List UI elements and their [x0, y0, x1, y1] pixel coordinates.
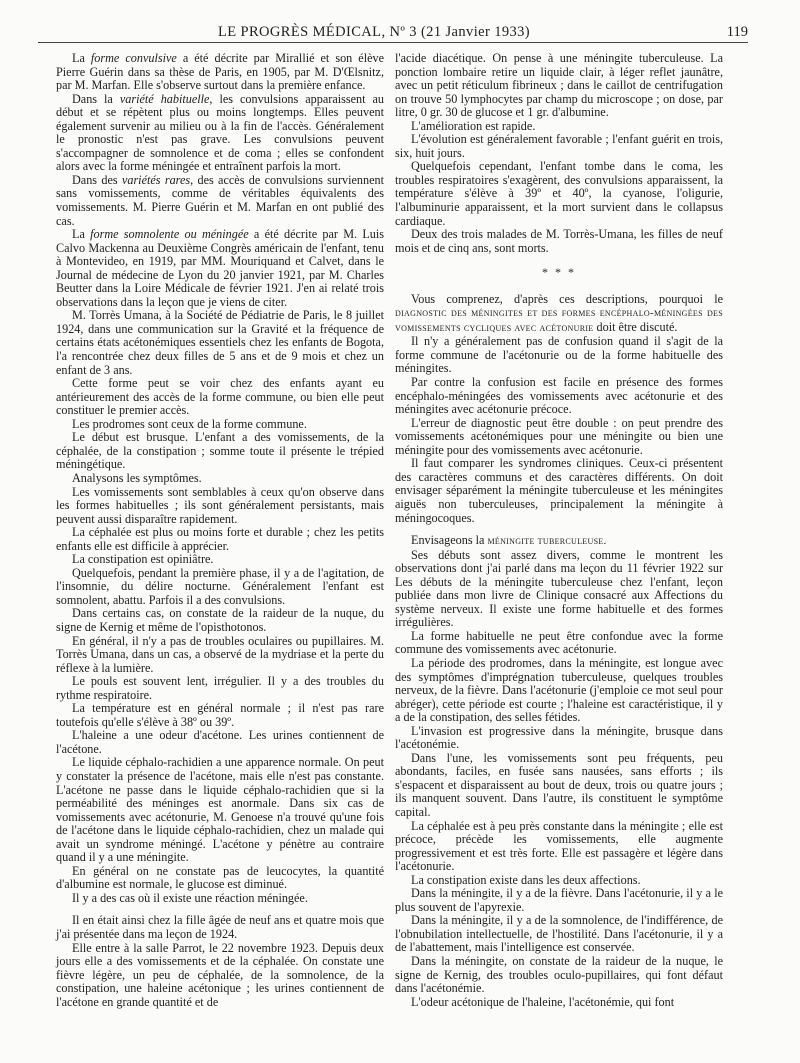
paragraph-text: Il en était ainsi chez la fille âgée de neuf ans et quatre mois que j'ai présentée dans ma leçon de 1924. [56, 913, 384, 941]
paragraph [56, 486, 384, 527]
paragraph-text: Dans la [72, 91, 120, 106]
paragraph-text: les convulsions apparaissent au début et se répètent plus ou moins longtemps. Elles peuvent également survenir au milieu ou à la fin de l'accès. Généralement le pronostic n'est pas grave. Les convulsions peuvent s'accompagner de somnolence et de coma ; elles se confondent alors avec la forme méningée et entraînent parfois la mort. [56, 91, 384, 174]
paragraph [56, 52, 384, 93]
italic-term: forme convulsive [90, 51, 177, 65]
paragraph [56, 309, 384, 377]
italic-term: variété habituelle, [119, 91, 213, 106]
paragraph: Dans la méningite, il y a de la somnolence, de l'indifférence, de l'obnubilation intellectuelle, de l'hostilité. Dans l'acétonurie, il y a de l'abattement, mais l'intelligence est conservée. [395, 913, 723, 955]
paragraph: L'amélioration est rapide. [411, 118, 536, 133]
diagnostic-intro [395, 293, 723, 336]
paragraph [56, 914, 384, 941]
paragraph: Il faut comparer les syndromes cliniques. Ceux-ci présentent des caractères communs et des caractères différents. On doit envisager séparément la méningite tuberculeuse et les méningites aiguës non tuberculeuses, principalement la méningite à méningocoques. [395, 456, 723, 525]
paragraph-text: Les prodromes sont ceux de la forme commune. [72, 416, 307, 431]
paragraph [56, 174, 384, 228]
left-column [56, 52, 384, 1009]
paragraph-text: Dans des [72, 172, 122, 187]
paragraph-text: a été décrite par Mirallié et son élève Pierre Guérin dans sa thèse de Paris, en 1905, par M. D'Œlsnitz, par M. Marfan. Elle s'observe surtout dans la première enfance. [56, 51, 385, 93]
paragraph: L'odeur acétonique de l'haleine, l'acétonémie, qui font [411, 994, 675, 1009]
paragraph-text: Le pouls est souvent lent, irrégulier. Il y a des troubles du rythme respiratoire. [56, 674, 384, 702]
paragraph-text: Le liquide céphalo-rachidien a une apparence normale. On peut y constater la présence de l'acétone, mais elle n'est pas constante. L'acétone ne passe dans le liquide céphalo-rachidien que si la perméabilité des méninges est anormale. Dans six cas de vomissements avec acétonurie, M. Genoese n'a trouvé qu'une fois de l'acétone dans le liquide céphalo-rachidien, chez un malade qui avait un syndrome méningé. L'acétone y pénètre au contraire quand il y a une méningite. [56, 755, 384, 865]
paragraph [56, 567, 384, 608]
running-title: LE PROGRÈS MÉDICAL, Nº 3 (21 Janvier 1933) [217, 24, 531, 40]
intro-text-end: doit être discuté. [596, 319, 678, 334]
paragraph [56, 228, 384, 309]
paragraph: Deux des trois malades de M. Torrès-Umana, les filles de neuf mois et de cinq ans, sont morts. [395, 227, 723, 255]
paragraph: La période des prodromes, dans la méningite, est longue avec des symptômes d'imprégnation tuberculeuse, quelques troubles nerveux, de la fièvre. Dans l'acétonurie (j'emploie ce mot seul pour abréger), cette période est courte ; l'haleine est caractéristique, il y a de la constipation, des selles fétides. [395, 655, 723, 725]
intro-text: Vous comprenez, d'après ces descriptions, pourquoi le [411, 291, 723, 306]
paragraph: Dans la méningite, il y a de la fièvre. Dans l'acétonurie, il y a le plus souvent de l'apyrexie. [395, 886, 723, 914]
paragraph [56, 472, 384, 486]
paragraph-text: La [72, 227, 91, 242]
paragraph-text: M. Torrès Umana, à la Société de Pédiatrie de Paris, le 8 juillet 1924, dans une communication sur la Gravité et la fréquence de certains états acétonémiques essentiels chez les enfants de Bogota, l'a rencontrée chez deux filles de 5 ans et de 9 mois et chez un enfant de 3 ans. [56, 308, 384, 377]
paragraph-text: La céphalée est plus ou moins forte et durable ; chez les petits enfants elle est difficile à apprécier. [56, 525, 384, 553]
paragraph [56, 702, 384, 729]
paragraph [56, 553, 384, 567]
paragraph: Quelquefois cependant, l'enfant tombe dans le coma, les troubles respiratoires s'exagèrent, des convulsions apparaissent, la température s'élève à 39º et 40º, la cyanose, l'oligurie, l'albuminurie apparaissent, et la mort survient dans le collapsus cardiaque. [395, 159, 723, 228]
paragraph [56, 942, 384, 1010]
paragraph-text: La [72, 51, 91, 65]
paragraph [56, 892, 384, 906]
right-column-part-b [395, 293, 723, 525]
paragraph [56, 431, 384, 472]
paragraph-text: Le début est brusque. L'enfant a des vomissements, de la céphalée, de la constipation ; somme toute il présente le trépied méningétique. [56, 430, 384, 472]
paragraph-text: Dans certains cas, on constate de la raideur de la nuque, du signe de Kernig et même de l'opisthotonos. [56, 606, 384, 634]
paragraph [56, 756, 384, 864]
paragraph [56, 675, 384, 702]
intro-text: Envisageons la [411, 533, 485, 548]
paragraph: Dans la méningite, on constate de la raideur de la nuque, le signe de Kernig, des troubles oculo-pupillaires, qui font défaut dans l'acétonémie. [395, 954, 723, 996]
paragraph-text: a été décrite par M. Luis Calvo Mackenna au Deuxième Congrès américain de l'enfant, tenu à Montevideo, en 1919, par MM. Mouriquand et Calvet, dans le Journal de médecine de Lyon du 20 janvier 1921, par M. Charles Beutter dans la Loire Médicale de février 1921. J'en ai relaté trois observations dans la leçon que je viens de citer. [56, 227, 384, 309]
paragraph-text: En général, il n'y a pas de troubles oculaires ou pupillaires. M. Torrès Umana, dans un cas, a observé de la mydriase et la perte du réflexe à la lumière. [56, 633, 384, 675]
paragraph: L'invasion est progressive dans la méningite, brusque dans l'acétonémie. [395, 723, 723, 752]
small-caps-heading: diagnostic des méningites et des formes encéphalo-méningées des vomissements cycliques avec acétonurie [395, 307, 723, 334]
paragraph-text: des accès de convulsions surviennent sans vomissements, comme de véritables équivalents des vomissements. M. Pierre Guérin et M. Marfan en ont publié des cas. [56, 172, 384, 228]
paragraph-text: Elle entre à la salle Parrot, le 22 novembre 1923. Depuis deux jours elle a des vomissements et de la céphalée. On constate une fièvre légère, un peu de céphalée, de la somnolence, de la constipation, une haleine acétonique ; les urines contiennent de l'acétone en grande quantité et de [56, 940, 384, 1009]
paragraph: Ses débuts sont assez divers, comme le montrent les observations dont j'ai parlé dans ma leçon du 11 février 1922 sur Les débuts de la méningite tuberculeuse chez l'enfant, leçon publiée dans mon livre de Clinique consacré aux Affections du système nerveux. Il existe une forme habituelle et des formes irrégulières. [395, 547, 723, 630]
paragraph [56, 93, 384, 174]
paragraph-text: Il y a des cas où il existe une réaction méningée. [72, 890, 308, 905]
header-rule [38, 42, 748, 43]
paragraph-text: En général on ne constate pas de leucocytes, la quantité d'albumine est normale, le glucose est diminué. [56, 863, 384, 892]
paragraph-text: Les vomissements sont semblables à ceux qu'on observe dans les formes habituelles ; ils sont généralement persistants, mais peuvent aussi disparaître rapidement. [56, 484, 384, 526]
paragraph-text: Cette forme peut se voir chez des enfants ayant eu antérieurement des accès de la forme commune, ou bien elle peut constituer le premier accès. [56, 376, 384, 418]
paragraph-text: Quelquefois, pendant la première phase, il y a de l'agitation, de l'insomnie, du délire nocturne. Généralement l'enfant est somnolent, abattu. Parfois il a des convulsions. [56, 565, 384, 607]
paragraph [56, 635, 384, 676]
paragraph-text: La constipation est opiniâtre. [72, 552, 214, 567]
paragraph: Dans l'une, les vomissements sont peu fréquents, peu abondants, faciles, en fusée sans nausées, sans efforts ; ils s'espacent et disparaissent au bout de deux, trois ou quatre jours ; ils manquent souvent. Dans l'autre, ils constituent le symptôme capital. [395, 750, 723, 819]
right-column [395, 52, 723, 1009]
right-column-part-c-body [395, 630, 723, 1009]
section-separator: * * * [542, 265, 576, 280]
paragraph: L'erreur de diagnostic peut être double : on peut prendre des vomissements acétonémiques pour une méningite ou bien une méningite pour des vomissements avec acétonurie. [395, 415, 723, 457]
italic-term: forme somnolente ou méningée [90, 227, 249, 242]
paragraph: La constipation existe dans les deux affections. [411, 872, 641, 887]
small-caps-heading: méningite tuberculeuse. [487, 535, 607, 548]
paragraph [56, 526, 384, 553]
tuberculous-intro [395, 534, 723, 549]
paragraph: La forme habituelle ne peut être confondue avec la forme commune des vomissements avec acétonurie. [395, 628, 723, 657]
right-column-part-b-body [395, 335, 723, 525]
paragraph [56, 418, 384, 432]
paragraph: La céphalée est à peu près constante dans la méningite ; elle est précoce, précède les vomissements, elle augmente progressivement et est très forte. Elle est passagère et légère dans l'acétonurie. [395, 818, 723, 874]
paragraph-text: La température est en général normale ; il n'est pas rare toutefois qu'elle s'élève à 38º ou 39º. [56, 701, 384, 729]
paragraph: Il n'y a généralement pas de confusion quand il s'agit de la forme commune de l'acétonurie ou de la forme habituelle des méningites. [395, 334, 723, 376]
paragraph: L'évolution est généralement favorable ; l'enfant guérit en trois, six, huit jours. [395, 132, 723, 160]
paragraph [56, 377, 384, 418]
paragraph-text: Analysons les symptômes. [72, 470, 202, 485]
page-number: 119 [726, 24, 748, 40]
paragraph [56, 865, 384, 892]
italic-term: variétés rares, [121, 172, 194, 187]
paragraph: l'acide diacétique. On pense à une méningite tuberculeuse. La ponction lombaire retire un liquide clair, à léger reflet jaunâtre, avec un petit réticulum fibrineux ; dans le caillot de centrifugation on trouve 50 lymphocytes par champ du microscope ; on dose, par litre, 0 gr. 30 de glucose et 1 gr. d'albumine. [395, 51, 723, 120]
paragraph-text: L'haleine a une odeur d'acétone. Les urines contiennent de l'acétone. [56, 728, 384, 756]
paragraph: Par contre la confusion est facile en présence des formes encéphalo-méningées des vomissements avec acétonurie et des méningites avec acétonurie précoce. [395, 375, 723, 417]
right-column-part-c [395, 534, 723, 1009]
page-header [40, 22, 748, 48]
paragraph [56, 607, 384, 634]
right-column-part-a [395, 52, 723, 255]
paragraph [56, 729, 384, 756]
